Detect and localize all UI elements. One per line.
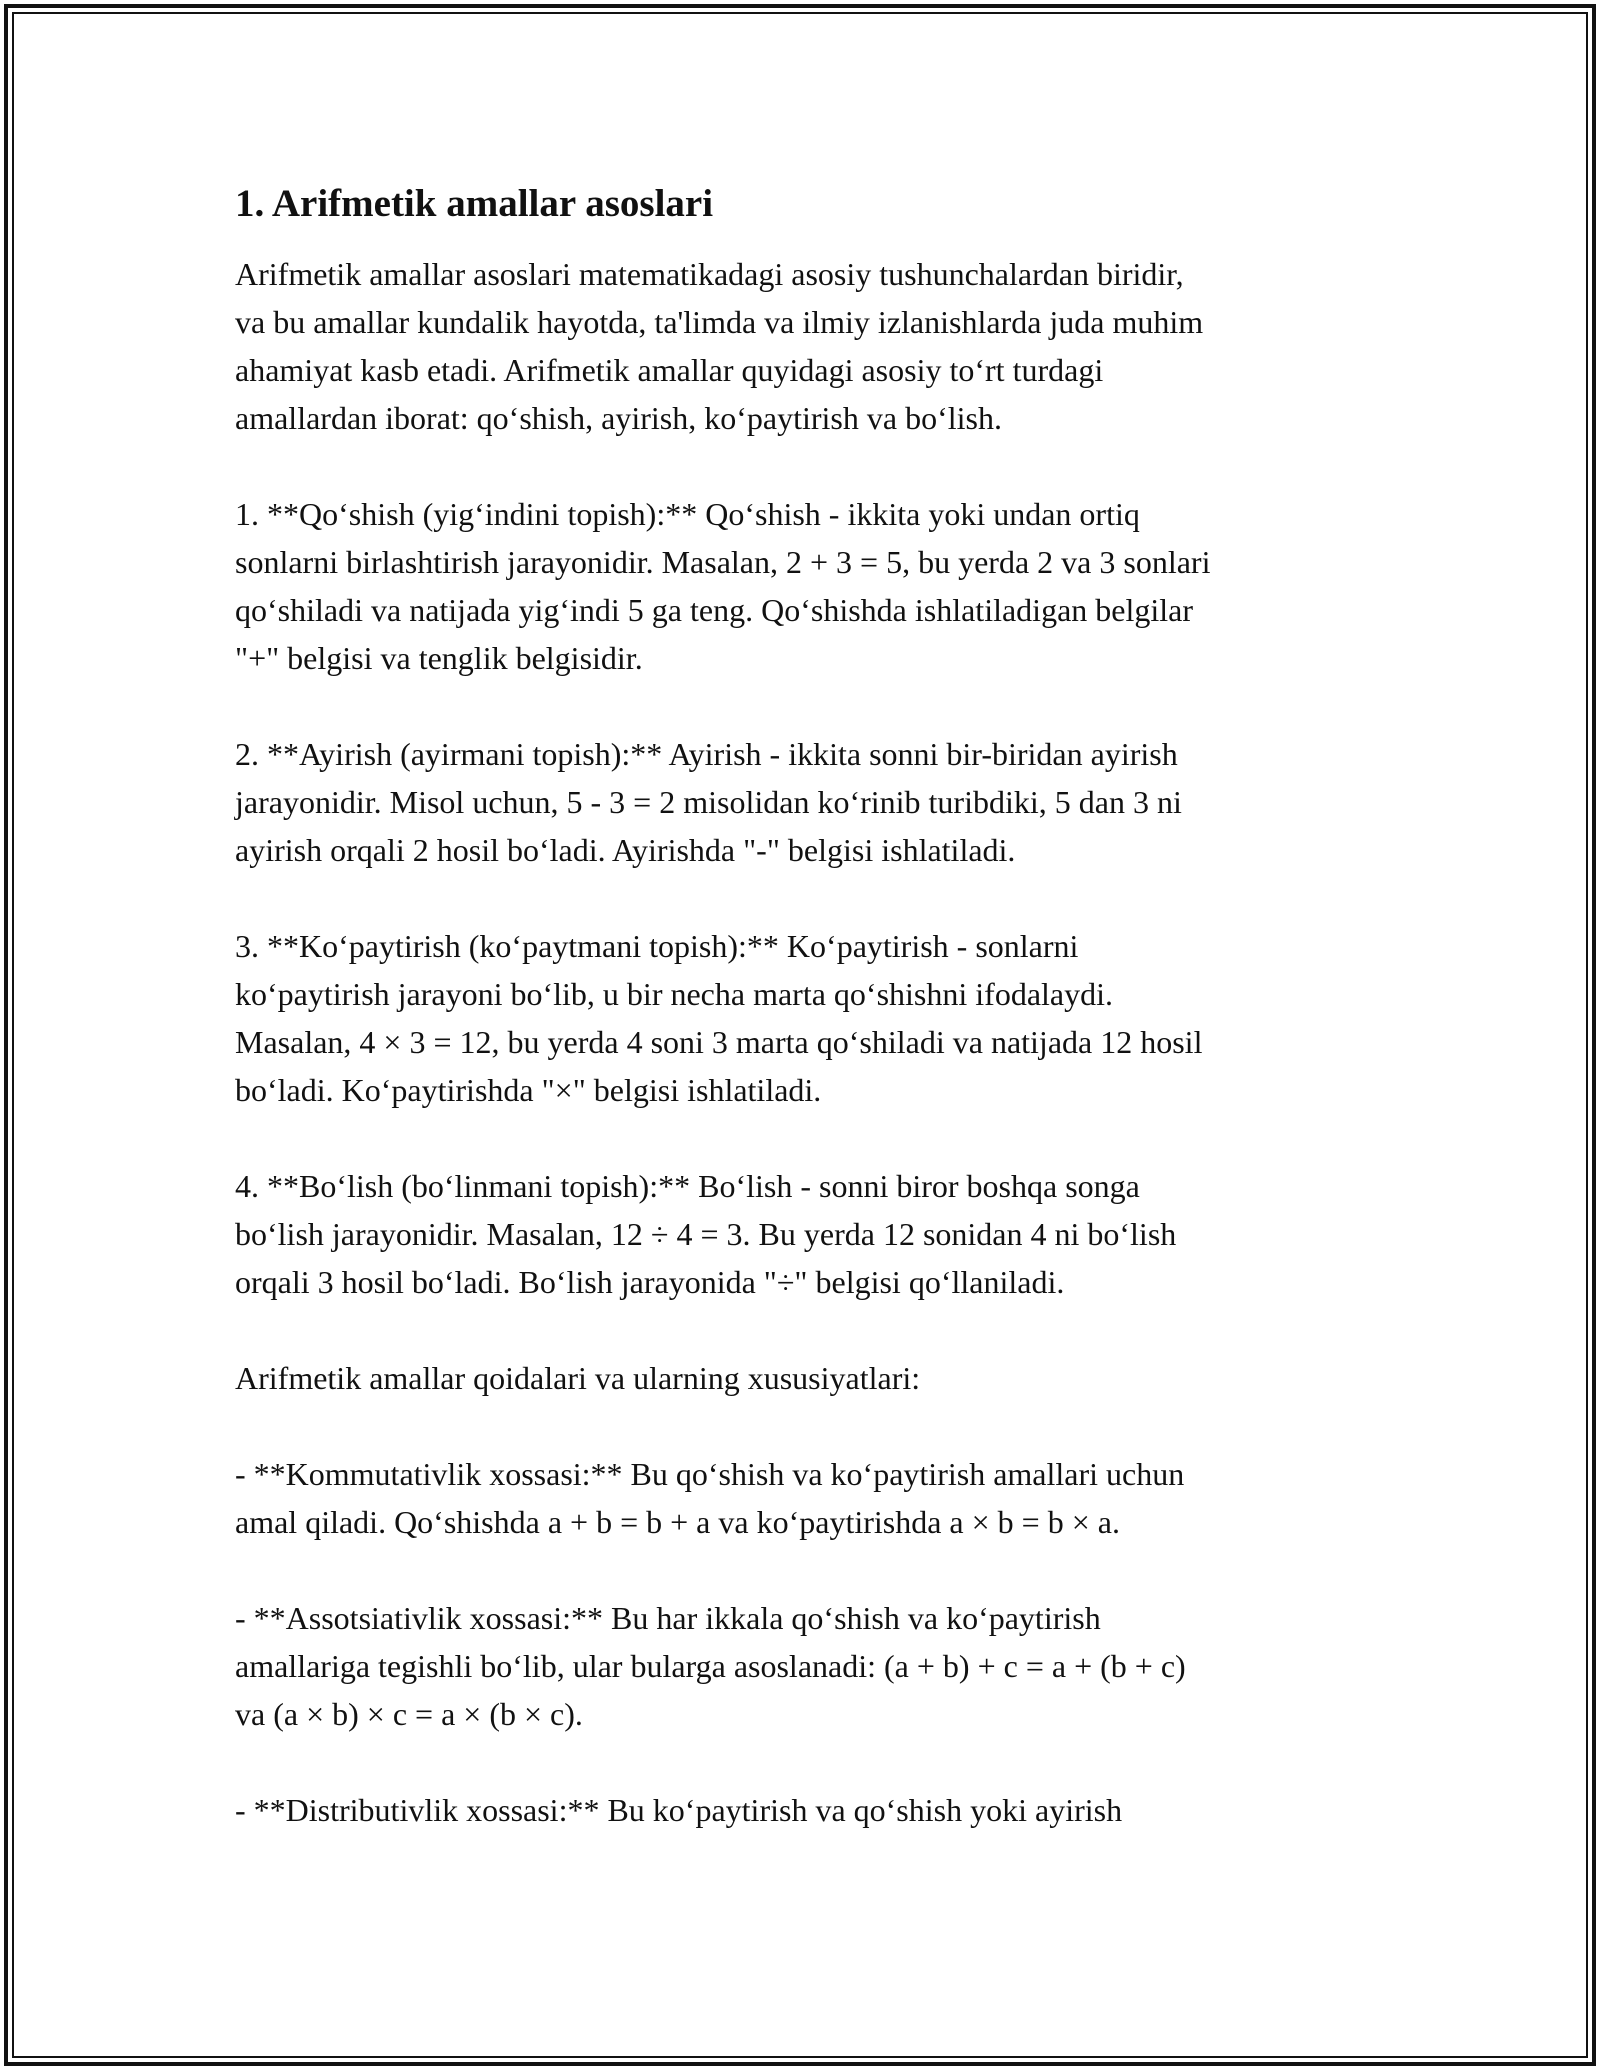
text-line: va bu amallar kundalik hayotda, ta'limda va ilmiy izlanishlarda juda muhim bbox=[235, 304, 1204, 340]
associative-paragraph bbox=[235, 1594, 1375, 1738]
text-line: ahamiyat kasb etadi. Arifmetik amallar quyidagi asosiy to‘rt turdagi bbox=[235, 352, 1104, 388]
text-line: sonlarni birlashtirish jarayonidir. Masalan, 2 + 3 = 5, bu yerda 2 va 3 sonlari bbox=[235, 544, 1211, 580]
text-line: 3. **Ko‘paytirish (ko‘paytmani topish):** Ko‘paytirish - sonlarni bbox=[235, 928, 1079, 964]
addition-paragraph bbox=[235, 490, 1375, 682]
text-line: orqali 3 hosil bo‘ladi. Bo‘lish jarayonida "÷" belgisi qo‘llaniladi. bbox=[235, 1264, 1065, 1300]
intro-paragraph bbox=[235, 250, 1375, 442]
text-line: amal qiladi. Qo‘shishda a + b = b + a va ko‘paytirishda a × b = b × a. bbox=[235, 1504, 1120, 1540]
text-line: va (a × b) × c = a × (b × c). bbox=[235, 1696, 583, 1732]
text-line: "+" belgisi va tenglik belgisidir. bbox=[235, 640, 643, 676]
text-line: Arifmetik amallar asoslari matematikadagi asosiy tushunchalardan biridir, bbox=[235, 256, 1184, 292]
text-line: bo‘lish jarayonidir. Masalan, 12 ÷ 4 = 3. Bu yerda 12 sonidan 4 ni bo‘lish bbox=[235, 1216, 1177, 1252]
division-paragraph bbox=[235, 1162, 1375, 1306]
text-line: Masalan, 4 × 3 = 12, bu yerda 4 soni 3 marta qo‘shiladi va natijada 12 hosil bbox=[235, 1024, 1203, 1060]
multiplication-paragraph bbox=[235, 922, 1375, 1114]
section-heading: 1. Arifmetik amallar asoslari bbox=[235, 182, 714, 225]
text-line: bo‘ladi. Ko‘paytirishda "×" belgisi ishlatiladi. bbox=[235, 1072, 822, 1108]
text-line: ayirish orqali 2 hosil bo‘ladi. Ayirishda "-" belgisi ishlatiladi. bbox=[235, 832, 1016, 868]
text-line: - **Assotsiativlik xossasi:** Bu har ikkala qo‘shish va ko‘paytirish bbox=[235, 1600, 1101, 1636]
text-line: qo‘shiladi va natijada yig‘indi 5 ga teng. Qo‘shishda ishlatiladigan belgilar bbox=[235, 592, 1193, 628]
text-line: 1. **Qo‘shish (yig‘indini topish):** Qo‘shish - ikkita yoki undan ortiq bbox=[235, 496, 1140, 532]
subtraction-paragraph bbox=[235, 730, 1375, 874]
commutative-paragraph bbox=[235, 1450, 1375, 1546]
text-line: amallardan iborat: qo‘shish, ayirish, ko‘paytirish va bo‘lish. bbox=[235, 400, 1002, 436]
text-line: - **Distributivlik xossasi:** Bu ko‘paytirish va qo‘shish yoki ayirish bbox=[235, 1792, 1123, 1828]
text-line: 2. **Ayirish (ayirmani topish):** Ayirish - ikkita sonni bir-biridan ayirish bbox=[235, 736, 1178, 772]
text-line: - **Kommutativlik xossasi:** Bu qo‘shish va ko‘paytirish amallari uchun bbox=[235, 1456, 1185, 1492]
document-body bbox=[235, 180, 1375, 1882]
text-line: amallariga tegishli bo‘lib, ular bularga asoslanadi: (a + b) + c = a + (b + c) bbox=[235, 1648, 1186, 1684]
rules-intro-paragraph bbox=[235, 1354, 1375, 1402]
text-line: Arifmetik amallar qoidalari va ularning xususiyatlari: bbox=[235, 1360, 921, 1396]
text-line: jarayonidir. Misol uchun, 5 - 3 = 2 misolidan ko‘rinib turibdiki, 5 dan 3 ni bbox=[235, 784, 1182, 820]
distributive-paragraph bbox=[235, 1786, 1375, 1834]
text-line: ko‘paytirish jarayoni bo‘lib, u bir necha marta qo‘shishni ifodalaydi. bbox=[235, 976, 1113, 1012]
text-line: 4. **Bo‘lish (bo‘linmani topish):** Bo‘lish - sonni biror boshqa songa bbox=[235, 1168, 1140, 1204]
